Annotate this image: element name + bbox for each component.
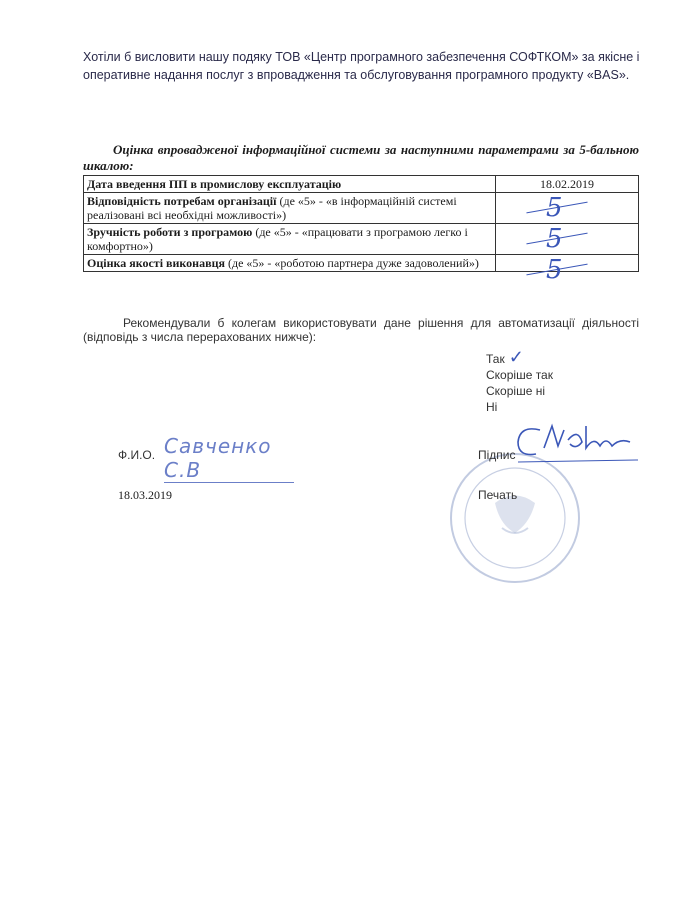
handwritten-score: 5 <box>546 193 563 223</box>
row-label-bold: Відповідність потребам організації <box>87 194 277 208</box>
row-label <box>84 193 496 224</box>
row-value: 18.02.2019 <box>496 176 639 193</box>
handwritten-score: 5 <box>546 255 563 285</box>
checkmark-icon: ✓ <box>508 347 524 367</box>
fio-handwritten: Савченко С.В <box>164 434 294 483</box>
row-label <box>84 224 496 255</box>
option-yes-label: Так <box>486 352 505 366</box>
row-value <box>496 255 639 285</box>
signature-label: Підпис <box>478 448 516 462</box>
option-rather-no: Скоріше ні <box>486 384 545 398</box>
option-yes <box>486 349 553 367</box>
table-row <box>84 224 639 255</box>
row-value <box>496 193 639 224</box>
row-label-rest: (де «5» - «працювати з програмою легко і комфортно») <box>87 225 468 253</box>
row-label-bold: Оцінка якості виконавця <box>87 256 225 270</box>
stamp-label: Печать <box>478 488 518 502</box>
table-row <box>84 176 639 193</box>
fio-label: Ф.И.О. <box>118 448 156 462</box>
rating-heading: Оцінка впровадженої інформаційної системи за наступними параметрами за 5-бальною шкалою: <box>83 142 639 173</box>
handwritten-score: 5 <box>546 224 563 254</box>
intro-paragraph: Хотіли б висловити нашу подяку ТОВ «Центр програмного забезпечення СОФТКОМ» за якісне і оперативне надання послуг з впровадження та обслуговування програмного продукту «BAS». <box>83 50 640 82</box>
row-label-bold: Зручність роботи з програмою <box>87 225 253 239</box>
table-row <box>84 193 639 224</box>
row-label-rest: (де «5» - «в інформаційній системі реалізовані всі необхідні можливості») <box>87 194 457 222</box>
option-rather-yes: Скоріше так <box>486 368 553 382</box>
row-label <box>84 255 496 272</box>
option-no: Ні <box>486 400 498 414</box>
row-label-rest: (де «5» - «роботою партнера дуже задоволений») <box>224 256 479 270</box>
seal-stamp-icon <box>440 448 590 588</box>
handwritten-signature-icon <box>510 418 650 468</box>
recommend-paragraph: Рекомендували б колегам використовувати дане рішення для автоматизації діяльності (відповідь з числа перерахованих нижче): <box>83 316 639 344</box>
table-row <box>84 255 639 272</box>
row-label: Дата введення ПП в промислову експлуатацію <box>84 176 496 193</box>
document-date: 18.03.2019 <box>118 488 172 502</box>
answer-options <box>486 349 553 415</box>
rating-table <box>83 175 639 285</box>
row-value <box>496 224 639 255</box>
